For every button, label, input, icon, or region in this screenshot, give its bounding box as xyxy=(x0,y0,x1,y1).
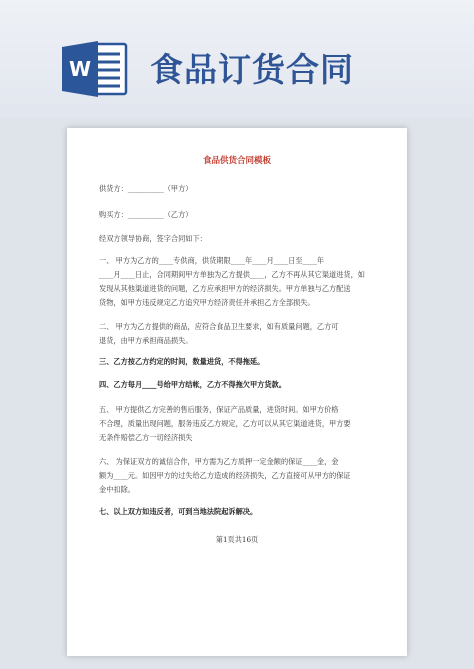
page-number: 第1页共16页 xyxy=(215,535,259,544)
clause-6-line-1: 六、 为保证双方的诚信合作，甲方需为乙方质押一定金额的保证____金，金 xyxy=(99,457,339,466)
clause-4-line: 四、乙方每月____号给甲方结帐，乙方不得拖欠甲方货款。 xyxy=(99,380,286,389)
buyer-line: 购买方：__________（乙方） xyxy=(99,210,193,219)
clause-6-line-3: 金中扣除。 xyxy=(99,485,135,494)
banner xyxy=(0,0,474,118)
clause-1-line-1: 一、 甲方为乙方的____专供商，供货期限____年____月____日至____年 xyxy=(99,256,325,265)
clause-5-line-1: 五、 甲方提供乙方完善的售后服务，保证产品质量，进货时间。如甲方价格 xyxy=(99,405,339,414)
document-title: 食品供货合同模板 xyxy=(202,156,271,166)
clause-7-line: 七、以上双方如违反者，可到当地法院起诉解决。 xyxy=(99,507,258,516)
document-page xyxy=(67,128,407,656)
clause-1-line-3: 发现从其他渠道进货的问题，乙方应承担甲方的经济损失。甲方单独与乙方配送 xyxy=(99,284,351,293)
supplier-line: 供货方：__________（甲方） xyxy=(99,184,193,193)
clause-1-line-2: ____月____日止，合同期间甲方单独为乙方提供____，乙方不再从其它渠道进货，如 xyxy=(99,270,365,279)
svg-text:W: W xyxy=(68,57,92,81)
clause-5-line-2: 不合理，质量出现问题，服务违反乙方规定，乙方可以从其它渠道进货，甲方要 xyxy=(99,419,351,428)
clause-3-line: 三、乙方按乙方约定的时间，数量进货，不得拖延。 xyxy=(99,357,265,366)
preamble-line: 经双方领导协商，签字合同如下： xyxy=(99,234,207,243)
clause-5-line-3: 无条件赔偿乙方一切经济损失 xyxy=(99,433,193,442)
clause-2-line-1: 二、 甲方为乙方提供的商品，应符合食品卫生要求，如有质量问题，乙方可 xyxy=(99,322,339,331)
clause-1-line-4: 货物，如甲方违反规定乙方追究甲方经济责任并承担乙方全部损失。 xyxy=(99,298,315,307)
clause-2-line-2: 退货，由甲方承担商品损失。 xyxy=(99,336,193,345)
banner-title: 食品订货合同 xyxy=(150,50,354,89)
clause-6-line-2: 额为____元。如因甲方的过失给乙方造成的经济损失，乙方直接可从甲方的保证 xyxy=(99,471,351,480)
word-document-icon xyxy=(62,40,128,98)
